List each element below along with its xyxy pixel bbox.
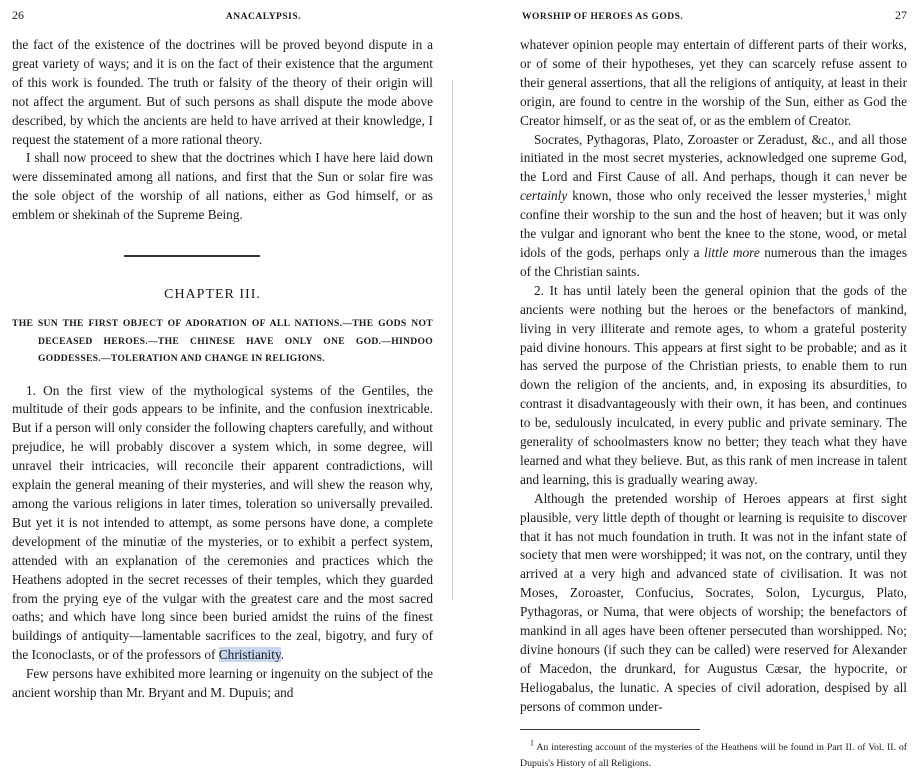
footnote-reference[interactable]: 1 (866, 187, 871, 197)
right-running-head: WORSHIP OF HEROES AS GODS. (522, 12, 684, 22)
right-page-number: 27 (895, 8, 907, 22)
right-paragraph-4: Although the pretended worship of Heroes appears at first sight plausible, very little depth of thought or learning is requisite to discover that it has not much foundation in truth. It was not in the infant state of society that men were worshipped; it was not, on the contrary, until they arrived at a very high and advanced state of civilisation. It was not Moses, Zoroaster, Confucius, Socrates, Solon, Lycurgus, Plato, Pythagoras, or Numa, that were objects of worship; the benefactors of mankind in all ages have been oftener persecuted than worshipped. No; divine honours (if such they can be called) were reserved for Alexander of Macedon, the drunkard, for Augustus Cæsar, the hypocrite, or Heliogabalus, the lunatic. A species of civil adoration, despised by all persons of common under- (520, 490, 907, 714)
left-paragraph-3 (12, 382, 433, 666)
para2-italic-little-more: little more (704, 244, 760, 260)
para2-italic-certainly: certainly (520, 188, 568, 204)
left-paragraph-2: I shall now proceed to shew that the doctrines which I have here laid down were disseminated among all nations, and first that the Sun or solar fire was the sole object of the worship of all nations, either as God himself, or as emblem or shekinah of the Supreme Being. (12, 150, 433, 223)
right-paragraph-1: whatever opinion people may entertain of different parts of their works, or of some of their hypotheses, yet they can scarcely refuse assent to their general assertions, that all the religions of antiquity, at least in their origin, are found to centre in the worship of the Sun, either as God the Creator himself, or as the seat of, or as the emblem of Creator. (520, 37, 907, 128)
left-page (0, 0, 455, 716)
left-page-header (12, 8, 433, 30)
left-page-number: 26 (12, 8, 24, 22)
right-paragraph-3: 2. It has until lately been the general opinion that the gods of the ancients were nothing but the heroes or the benefactors of mankind, living in very illiterate and remote ages, to whom a grateful posterity paid divine honours. This appears at first sight to be probable; and as it has served the purpose of the Christian priests, to enable them to run down the religion of the ancients, and, in exposing its absurdities, to contrast it disadvantageously with their own, it has been, and continues to be, sedulously inculcated, in every public and private seminary. The generality of schoolmasters know no better; they teach what they have learned and what they believe. But, as this rank of men increase in talent and learning, this is gradually wearing away. (520, 282, 907, 487)
left-paragraph-4: Few persons have exhibited more learning or ingenuity on the subject of the ancient worship than Mr. Bryant and M. Dupuis; and (12, 666, 433, 701)
para2-a: Socrates, Pythagoras, Plato, Zoroaster or Zeradust, &c., and all those initiated in the most secret mysteries, acknowledged one supreme God, the Lord and First Cause of all. And perhaps, though it can never be (520, 131, 907, 185)
footnote-rule (520, 729, 700, 730)
para3-end: . (280, 647, 285, 663)
footnote-text: An interesting account of the mysteries of the Heathens will be found in Part II. of Vol. II. of Dupuis's History of all Religions. (520, 741, 907, 769)
chapter-title: CHAPTER III. (164, 287, 261, 303)
right-paragraph-2 (520, 131, 907, 282)
right-page-header (520, 8, 907, 30)
para2-d: numerous than the images of the Christian saints. (520, 244, 907, 279)
section-divider (124, 255, 260, 257)
para2-b: known, those who only received the lesser mysteries, (567, 188, 867, 204)
highlighted-word[interactable]: Christianity (218, 647, 281, 663)
para2-c: might confine their worship to the sun and the host of heaven; but it was only the vulgar and ignorant who bent the knee to the stone, wood, or metal idols of the gods, perhaps only a (520, 188, 907, 260)
chapter-summary: THE SUN THE FIRST OBJECT OF ADORATION OF ALL NATIONS.—THE GODS NOT DECEASED HEROES.—THE CHINESE HAVE ONLY ONE GOD.—HINDOO GODDESSES.—TOLERATION AND CHANGE IN RELIGIONS. (12, 318, 433, 365)
footnote-marker: 1 (530, 738, 534, 748)
page-gutter (452, 80, 453, 600)
right-page (462, 0, 919, 769)
left-paragraph-1: the fact of the existence of the doctrines will be proved beyond dispute in a great variety of ways; and it is on the fact of their existence that the argument of this work is founded. The truth or falsity of the theory of their origin will not affect the argument. But of such persons as shall dispute the mode above described, by which the ancients are held to have arrived at their knowledge, I request the statement of a more rational theory. (12, 37, 433, 147)
para3-start: 1. On the first view of the mythological systems of the Gentiles, the multitude of their gods appears to be infinite, and the confusion inextricable. But if a person will only consider the following chapters carefully, and without prejudice, he will probably discover a system which, in some degree, will unravel their intricacies, will reconcile their apparent contradictions, will explain the general meaning of their mysteries, and will shew the reason why, among the various religions in later times, toleration so universally prevailed. But yet it is not intended to attempt, as some persons have done, a complete development of the minutiæ of the mysteries, or to exhibit a perfect system, attended with an explanation of the ceremonies and practices which the Heathens adopted in the secret recesses of their temples, which they guarded from the prying eye of the vulgar with the greatest care and the most sacred oaths; and which have long since been buried amidst the ruins of the finest buildings of antiquity—lamentable sacrifices to the zeal, bigotry, and fury of the Iconoclasts, or of the professors of (12, 382, 433, 663)
left-running-head: ANACALYPSIS. (225, 12, 301, 22)
footnote (520, 740, 907, 772)
